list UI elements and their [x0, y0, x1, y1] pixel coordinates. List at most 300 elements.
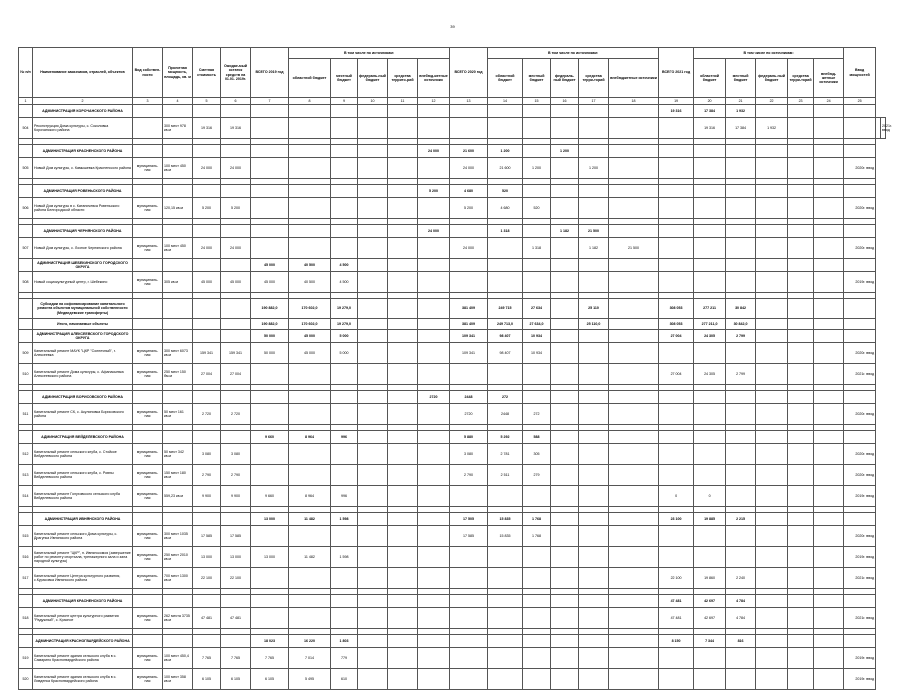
value-cell: 249 715 — [488, 299, 523, 319]
value-cell — [551, 635, 579, 648]
column-number-cell: 21 — [726, 98, 756, 105]
value-cell: 381 409 — [450, 299, 488, 319]
value-cell: 30 842,0 — [726, 319, 756, 330]
value-cell — [331, 158, 358, 179]
value-cell — [551, 608, 579, 629]
value-cell — [756, 648, 788, 669]
value-cell — [523, 608, 551, 629]
value-cell: 27 004 — [659, 364, 694, 385]
row-number-cell: 505 — [19, 158, 33, 179]
col-total-2020-header: ВСЕГО 2020 год — [450, 48, 488, 98]
sources-2021-header: В том числе по источникам: — [694, 48, 844, 59]
value-cell — [609, 158, 659, 179]
value-cell: 13 000 — [251, 513, 289, 526]
value-cell — [450, 118, 488, 139]
value-cell: 2 511 — [488, 465, 523, 486]
value-cell: 2720 — [418, 391, 450, 404]
value-cell — [788, 465, 814, 486]
value-cell: 8 150 — [659, 635, 694, 648]
value-cell — [756, 145, 788, 158]
value-cell — [551, 259, 579, 272]
value-cell — [579, 568, 609, 589]
capacity-cell: 120,15 кв.м — [163, 198, 193, 219]
value-cell — [251, 105, 289, 118]
col-capacity-header: Проектная мощность, площадь, кв. м — [163, 48, 193, 98]
value-cell — [726, 145, 756, 158]
src-2021-local: местный бюджет — [726, 59, 756, 98]
value-cell — [488, 486, 523, 507]
section-name-cell: АДМИНИСТРАЦИЯ ШЕБЕКИНСКОГО ГОРОДСКОГО ОКРУГА — [33, 259, 133, 272]
value-cell — [289, 526, 331, 547]
value-cell — [418, 259, 450, 272]
capacity-cell: 300 мест 1035 кв.м — [163, 526, 193, 547]
value-cell — [193, 595, 221, 608]
value-cell — [756, 272, 788, 293]
column-number-cell: 22 — [756, 98, 788, 105]
value-cell — [844, 225, 876, 238]
value-cell — [221, 391, 251, 404]
row-number-cell: 518 — [19, 608, 33, 629]
value-cell — [388, 299, 418, 319]
value-cell — [788, 444, 814, 465]
empty-cell — [133, 595, 163, 608]
value-cell — [488, 608, 523, 629]
value-cell: 27 004 — [659, 330, 694, 343]
value-cell: 9 660 — [251, 486, 289, 507]
value-cell: 249 713,0 — [488, 319, 523, 330]
value-cell — [388, 608, 418, 629]
section-name-cell: АДМИНИСТРАЦИЯ ИВНЯНСКОГО РАЙОНА — [33, 513, 133, 526]
value-cell — [609, 145, 659, 158]
value-cell — [331, 185, 358, 198]
commissioning-cell: 2020г. ввод — [844, 465, 876, 486]
value-cell: 50 000 — [251, 330, 289, 343]
section-row — [19, 225, 886, 238]
value-cell — [814, 272, 844, 293]
value-cell — [331, 444, 358, 465]
value-cell — [609, 259, 659, 272]
value-cell — [659, 391, 694, 404]
value-cell — [694, 669, 726, 690]
value-cell — [609, 185, 659, 198]
value-cell — [609, 465, 659, 486]
value-cell: 3 080 — [221, 444, 251, 465]
value-cell: 308 053 — [659, 319, 694, 330]
value-cell: 3 080 — [193, 444, 221, 465]
empty-cell — [133, 391, 163, 404]
value-cell — [788, 669, 814, 690]
value-cell — [358, 319, 388, 330]
object-row — [19, 669, 886, 690]
value-cell — [814, 299, 844, 319]
value-cell — [551, 238, 579, 259]
value-cell: 109 341 — [450, 343, 488, 364]
value-cell — [694, 238, 726, 259]
value-cell: 17 585 — [193, 526, 221, 547]
value-cell — [579, 272, 609, 293]
value-cell — [844, 105, 876, 118]
value-cell: 23 100 — [659, 513, 694, 526]
value-cell — [358, 404, 388, 425]
object-row — [19, 547, 886, 568]
src-2019-territory: средства террито-рий — [388, 59, 418, 98]
value-cell — [579, 198, 609, 219]
row-number-cell: 506 — [19, 198, 33, 219]
value-cell: 1 768 — [523, 513, 551, 526]
value-cell — [358, 145, 388, 158]
value-cell — [331, 391, 358, 404]
value-cell: 7 765 — [193, 648, 221, 669]
value-cell — [579, 343, 609, 364]
row-number-cell: 508 — [19, 272, 33, 293]
value-cell: 4 680 — [450, 185, 488, 198]
value-cell — [844, 118, 876, 139]
value-cell — [756, 259, 788, 272]
value-cell — [358, 391, 388, 404]
section-name-cell: АДМИНИСТРАЦИЯ БОРИСОВСКОГО РАЙОНА — [33, 391, 133, 404]
value-cell — [388, 431, 418, 444]
capacity-cell: 250 мест 150 бм.м — [163, 364, 193, 385]
value-cell — [358, 272, 388, 293]
value-cell — [788, 225, 814, 238]
section-row — [19, 431, 886, 444]
column-number-cell: 11 — [388, 98, 418, 105]
empty-cell — [19, 259, 33, 272]
value-cell — [551, 431, 579, 444]
empty-cell — [133, 635, 163, 648]
value-cell — [551, 648, 579, 669]
row-number-cell: 512 — [19, 444, 33, 465]
value-cell: 10 934 — [523, 343, 551, 364]
value-cell: 7 014 — [289, 648, 331, 669]
empty-cell — [163, 145, 193, 158]
value-cell — [251, 465, 289, 486]
value-cell — [551, 158, 579, 179]
value-cell: 18 023 — [251, 635, 289, 648]
value-cell — [609, 547, 659, 568]
value-cell: 1 598 — [331, 547, 358, 568]
value-cell — [551, 118, 579, 139]
ownership-cell: муниципаль-ная — [133, 669, 163, 690]
value-cell — [193, 185, 221, 198]
value-cell — [756, 635, 788, 648]
table-body — [19, 98, 892, 690]
value-cell — [551, 391, 579, 404]
value-cell: 381 409 — [450, 319, 488, 330]
commissioning-cell: 2021г. ввод — [881, 118, 886, 139]
value-cell: 4 500 — [331, 259, 358, 272]
value-cell — [551, 526, 579, 547]
src-2019-local: местный бюджет — [331, 59, 358, 98]
src-2021-federal: федераль-ный бюджет — [756, 59, 788, 98]
value-cell — [551, 465, 579, 486]
value-cell — [523, 259, 551, 272]
value-cell — [358, 364, 388, 385]
value-cell — [358, 635, 388, 648]
section-name-cell: АДМИНИСТРАЦИЯ КОРОЧАНСКОГО РАЙОНА — [33, 105, 133, 118]
value-cell — [523, 635, 551, 648]
value-cell — [788, 526, 814, 547]
column-number-cell: 13 — [450, 98, 488, 105]
value-cell — [523, 547, 551, 568]
value-cell: 40 500 — [289, 259, 331, 272]
value-cell — [418, 118, 450, 139]
col-estimate-header: Сметная стоимость — [193, 48, 221, 98]
value-cell — [388, 513, 418, 526]
col-total-2019-header: ВСЕГО 2019 год — [251, 48, 289, 98]
value-cell — [193, 299, 221, 319]
empty-cell — [19, 513, 33, 526]
value-cell: 47 481 — [659, 608, 694, 629]
row-number-cell: 520 — [19, 669, 33, 690]
value-cell — [388, 404, 418, 425]
value-cell — [659, 145, 694, 158]
object-row — [19, 364, 886, 385]
value-cell — [450, 608, 488, 629]
value-cell — [388, 319, 418, 330]
value-cell — [814, 444, 844, 465]
object-name-cell: Капитальный ремонт сельского Дома культуры, с. Драгунка Ивнянского района — [33, 526, 133, 547]
object-name-cell: Реконструкция Дома культуры, с. Соколовка Корочанского района — [33, 118, 133, 139]
value-cell — [488, 547, 523, 568]
object-row — [19, 526, 886, 547]
value-cell — [418, 608, 450, 629]
value-cell — [193, 431, 221, 444]
value-cell: 24 000 — [418, 145, 450, 158]
value-cell — [788, 330, 814, 343]
value-cell — [418, 272, 450, 293]
value-cell — [756, 431, 788, 444]
value-cell — [358, 118, 388, 139]
empty-cell — [163, 513, 193, 526]
value-cell — [551, 513, 579, 526]
value-cell — [418, 198, 450, 219]
value-cell — [450, 648, 488, 669]
value-cell: 21 500 — [609, 238, 659, 259]
capacity-cell: 300 мест 6073 кв.м — [163, 343, 193, 364]
ownership-cell: муниципаль-ная — [133, 648, 163, 669]
row-number-cell: 509 — [19, 343, 33, 364]
value-cell — [814, 330, 844, 343]
value-cell: 42 697 — [694, 608, 726, 629]
value-cell — [814, 364, 844, 385]
value-cell — [358, 648, 388, 669]
row-number-cell: 504 — [19, 118, 33, 139]
value-cell — [450, 669, 488, 690]
value-cell — [488, 669, 523, 690]
value-cell — [756, 185, 788, 198]
col-commissioning-header: Ввод мощностей — [844, 48, 876, 98]
value-cell — [331, 568, 358, 589]
value-cell — [251, 391, 289, 404]
value-cell — [609, 319, 659, 330]
value-cell — [523, 568, 551, 589]
value-cell — [814, 568, 844, 589]
value-cell: 5 000 — [331, 343, 358, 364]
ownership-cell: муниципаль-ная — [133, 486, 163, 507]
value-cell — [289, 145, 331, 158]
col-ownership-header: Вид собствен-ности — [133, 48, 163, 98]
value-cell — [756, 669, 788, 690]
object-row — [19, 486, 886, 507]
value-cell — [418, 648, 450, 669]
value-cell — [844, 185, 876, 198]
value-cell — [388, 635, 418, 648]
value-cell — [788, 158, 814, 179]
empty-cell — [19, 145, 33, 158]
value-cell — [609, 364, 659, 385]
value-cell — [814, 225, 844, 238]
empty-cell — [133, 513, 163, 526]
value-cell — [609, 343, 659, 364]
section-row — [19, 145, 886, 158]
value-cell — [694, 185, 726, 198]
commissioning-cell: 2021г. ввод — [844, 364, 876, 385]
value-cell: 42 697 — [694, 595, 726, 608]
value-cell: 996 — [331, 486, 358, 507]
value-cell — [659, 238, 694, 259]
value-cell — [358, 198, 388, 219]
value-cell — [418, 364, 450, 385]
value-cell — [579, 259, 609, 272]
commissioning-cell: 2020г. ввод — [844, 343, 876, 364]
column-number-cell: 1 — [19, 98, 33, 105]
value-cell — [694, 444, 726, 465]
value-cell — [844, 259, 876, 272]
src-2021-offbudget: внебюд-жетные источники — [814, 59, 844, 98]
column-number-cell: 3 — [133, 98, 163, 105]
value-cell — [551, 343, 579, 364]
value-cell — [488, 568, 523, 589]
empty-cell — [133, 145, 163, 158]
value-cell — [551, 595, 579, 608]
empty-cell — [163, 431, 193, 444]
value-cell — [756, 330, 788, 343]
value-cell — [659, 118, 694, 139]
object-name-cell: Новый Дом культуры, с. Лозное Чернянского района — [33, 238, 133, 259]
value-cell — [289, 444, 331, 465]
value-cell: 2 215 — [726, 513, 756, 526]
object-row — [19, 158, 886, 179]
value-cell — [331, 608, 358, 629]
value-cell — [726, 238, 756, 259]
value-cell: 1 318 — [523, 238, 551, 259]
value-cell — [488, 105, 523, 118]
object-row — [19, 648, 886, 669]
value-cell — [388, 547, 418, 568]
value-cell — [814, 319, 844, 330]
value-cell — [523, 225, 551, 238]
value-cell — [609, 391, 659, 404]
row-number-cell: 515 — [19, 526, 33, 547]
capacity-cell: 100 мест 358 кв.м — [163, 669, 193, 690]
value-cell — [756, 299, 788, 319]
value-cell: 2720 — [450, 404, 488, 425]
value-cell — [523, 364, 551, 385]
value-cell — [659, 648, 694, 669]
column-number-cell: 25 — [844, 98, 876, 105]
value-cell: 6 105 — [221, 669, 251, 690]
empty-cell — [19, 319, 33, 330]
value-cell: 24 000 — [193, 158, 221, 179]
value-cell — [756, 608, 788, 629]
object-row — [19, 465, 886, 486]
value-cell — [289, 364, 331, 385]
empty-cell — [19, 185, 33, 198]
value-cell: 13 000 — [251, 547, 289, 568]
value-cell: 19 316 — [221, 118, 251, 139]
value-cell — [756, 158, 788, 179]
value-cell — [579, 185, 609, 198]
value-cell: 17 585 — [221, 526, 251, 547]
value-cell — [221, 595, 251, 608]
value-cell — [609, 299, 659, 319]
value-cell — [609, 595, 659, 608]
value-cell — [579, 105, 609, 118]
commissioning-cell: 2020г. ввод — [844, 404, 876, 425]
object-row — [19, 118, 886, 139]
ownership-cell: муниципаль-ная — [133, 158, 163, 179]
ownership-cell: муниципаль-ная — [133, 343, 163, 364]
value-cell — [221, 635, 251, 648]
value-cell: 2 799 — [726, 330, 756, 343]
value-cell — [726, 343, 756, 364]
value-cell — [659, 444, 694, 465]
value-cell: 6 105 — [251, 669, 289, 690]
column-number-cell: 8 — [289, 98, 331, 105]
commissioning-cell: 2019г. ввод — [844, 272, 876, 293]
value-cell — [694, 648, 726, 669]
value-cell — [358, 259, 388, 272]
value-cell: 520 — [523, 198, 551, 219]
value-cell — [221, 299, 251, 319]
object-name-cell: Капитальный ремонт сельского клуба, с. Ровны Вейделевского района — [33, 465, 133, 486]
src-2021-territory: средства терри-торий — [788, 59, 814, 98]
value-cell — [814, 431, 844, 444]
empty-cell — [163, 259, 193, 272]
value-cell — [388, 391, 418, 404]
ownership-cell: муниципаль-ная — [133, 444, 163, 465]
object-name-cell: Капитальный ремонт здания сельского клуба в с. Самарино Красногвардейского района — [33, 648, 133, 669]
value-cell — [388, 105, 418, 118]
value-cell — [788, 635, 814, 648]
value-cell — [814, 185, 844, 198]
capacity-cell: 300 мест 978 кв.м — [163, 118, 193, 139]
value-cell: 1 200 — [488, 145, 523, 158]
value-cell: 8 964 — [289, 431, 331, 444]
value-cell — [388, 198, 418, 219]
value-cell: 98 407 — [488, 330, 523, 343]
value-cell: 30 842 — [726, 299, 756, 319]
value-cell — [814, 105, 844, 118]
value-cell — [726, 465, 756, 486]
value-cell — [289, 465, 331, 486]
src-2019-federal: федераль-ный бюджет — [358, 59, 388, 98]
value-cell: 0 — [694, 486, 726, 507]
value-cell — [788, 364, 814, 385]
value-cell — [388, 145, 418, 158]
value-cell — [488, 118, 523, 139]
value-cell — [659, 669, 694, 690]
value-cell — [523, 595, 551, 608]
capacity-cell: 305 кв.м — [163, 272, 193, 293]
object-row — [19, 444, 886, 465]
src-2020-territory: средства терри-торий — [579, 59, 609, 98]
value-cell — [551, 404, 579, 425]
value-cell: 98 407 — [488, 343, 523, 364]
value-cell: 4 784 — [726, 595, 756, 608]
capacity-cell: 250 мест 2010 кв.м — [163, 547, 193, 568]
